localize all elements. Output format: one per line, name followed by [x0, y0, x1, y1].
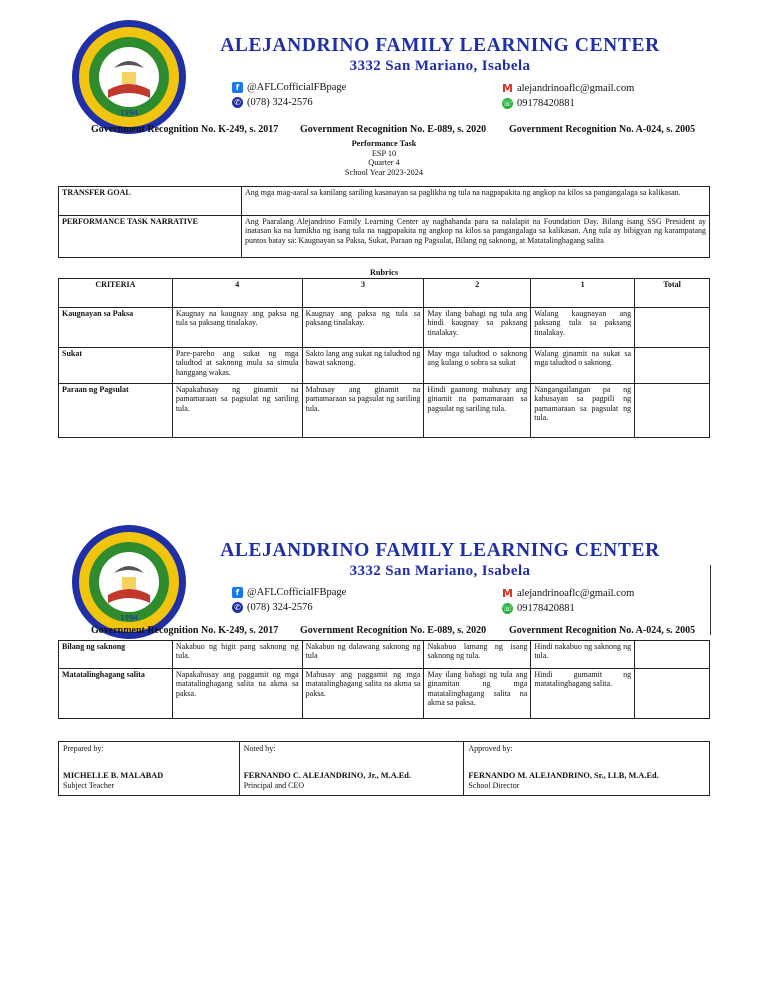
document-heading	[0, 139, 768, 177]
phone-number: (078) 324-2576	[247, 97, 313, 108]
doc-subject: ESP 10	[371, 148, 397, 158]
rubric-table	[58, 278, 710, 438]
facebook-contact[interactable]	[232, 587, 346, 598]
table-row	[59, 641, 710, 669]
recognition-k: Government Recognition No. K-249, s. 2017	[91, 124, 279, 135]
facebook-icon: f	[232, 82, 243, 93]
gmail-icon: M	[502, 587, 513, 600]
header-1: 1	[531, 279, 635, 308]
goal-row	[59, 187, 710, 216]
mobile-contact	[502, 98, 575, 109]
approved-by-label: Approved by:	[468, 744, 513, 753]
phone-icon: ✆	[232, 97, 243, 108]
prepared-by-role: Subject Teacher	[63, 781, 115, 790]
page-two	[0, 505, 768, 835]
facebook-handle: @AFLCofficialFBpage	[247, 587, 347, 598]
total-cell[interactable]	[635, 669, 710, 719]
prepared-by-cell	[59, 742, 240, 796]
score-2-cell: May ilang bahagi ng tula ang hindi kaugnay sa paksang tinalakay.	[424, 308, 531, 348]
noted-by-role: Principal and CEO	[243, 781, 305, 790]
rubric-header-row	[59, 279, 710, 308]
seal-year: 1994	[120, 614, 138, 622]
facebook-icon: f	[232, 587, 243, 598]
phone-contact	[232, 97, 313, 108]
recognition-a: Government Recognition No. A-024, s. 2005	[509, 124, 696, 135]
email-address: alejandrinoaflc@gmail.com	[517, 83, 635, 94]
table-row	[59, 348, 710, 384]
email-contact[interactable]	[502, 588, 634, 599]
goal-row	[59, 216, 710, 258]
school-name: ALEJANDRINO FAMILY LEARNING CENTER	[220, 35, 660, 56]
transfer-goal-label: TRANSFER GOAL	[59, 187, 242, 216]
signatories-table	[58, 741, 710, 796]
header-4: 4	[172, 279, 302, 308]
chat-icon: ☏	[502, 99, 513, 108]
prepared-by-label: Prepared by:	[63, 744, 104, 753]
mobile-contact	[502, 603, 575, 614]
recognition-a: Government Recognition No. A-024, s. 2005	[509, 625, 696, 636]
prepared-by-name: MICHELLE B. MALABAD	[63, 771, 164, 780]
email-address: alejandrinoaflc@gmail.com	[517, 588, 635, 599]
criteria-cell: Kaugnayan sa Paksa	[59, 308, 173, 348]
total-cell[interactable]	[635, 384, 710, 438]
school-seal-logo	[70, 523, 188, 641]
email-contact[interactable]	[502, 83, 634, 94]
score-3-cell: Kaugnay ang paksa ng tula sa paksang tinalakay.	[302, 308, 424, 348]
score-2-cell: Hindi gaanong mahusay ang ginamit na pamamaraan sa pagsulat ng sariling tula.	[424, 384, 531, 438]
score-4-cell: Nakabuo ng higit pang saknong ng tula.	[172, 641, 302, 669]
header-2: 2	[424, 279, 531, 308]
score-3-cell: Mahusay ang paggamit ng mga matatalinghagang salita na akma sa paksa.	[302, 669, 424, 719]
score-1-cell: Nangangailangan pa ng kahusayan sa pagpili ng pamamaraan sa pagsulat ng tula.	[531, 384, 635, 438]
phone-contact	[232, 602, 313, 613]
header-3: 3	[302, 279, 424, 308]
phone-number: (078) 324-2576	[247, 602, 313, 613]
page-one	[0, 0, 768, 480]
total-cell[interactable]	[635, 348, 710, 384]
score-4-cell: Kaugnay na kaugnay ang paksa ng tula sa paksang tinalakay.	[172, 308, 302, 348]
mobile-number: 09178420881	[517, 98, 575, 109]
recognition-e: Government Recognition No. E-089, s. 2020	[300, 625, 487, 636]
school-seal-logo	[70, 18, 188, 136]
table-row	[59, 669, 710, 719]
recognition-k: Government Recognition No. K-249, s. 2017	[91, 625, 279, 636]
rubrics-title: Rubrics	[369, 268, 399, 277]
goals-table	[58, 186, 710, 258]
facebook-handle: @AFLCofficialFBpage	[247, 82, 347, 93]
score-3-cell: Sakto lang ang sukat ng taludtod ng bawat saknong.	[302, 348, 424, 384]
score-2-cell: May ilang bahagi ng tula ang ginamitan ng mga matatalinghagang salita na akma sa paksa.	[424, 669, 531, 719]
school-address: 3332 San Mariano, Isabela	[349, 563, 531, 579]
criteria-cell: Matatalinghagang salita	[59, 669, 173, 719]
score-3-cell: Nakabuo ng dalawang saknong ng tula	[302, 641, 424, 669]
gmail-icon: M	[502, 82, 513, 95]
approved-by-role: School Director	[468, 781, 520, 790]
score-1-cell: Hindi nakabuo ng saknong ng tula.	[531, 641, 635, 669]
score-1-cell: Walang kaugnayan ang paksang tula sa paksang tinalakay.	[531, 308, 635, 348]
doc-school-year: School Year 2023-2024	[344, 167, 424, 177]
score-4-cell: Napakahusay ng ginamit na pamamaraan sa pagsulat ng sariling tula.	[172, 384, 302, 438]
approved-by-name: FERNANDO M. ALEJANDRINO, Sr., LLB, M.A.Ed.	[468, 771, 659, 780]
seal-year: 1994	[120, 109, 138, 117]
transfer-goal-text: Ang mga mag-aaral sa kanilang sariling kasanayan sa paglikha ng tula na nagpapakita ng angkop na kilos sa pangangalaga sa kalikasan.	[242, 187, 710, 216]
score-4-cell: Napakahusay ang paggamit ng mga matatalinghagang salita na akma sa paksa.	[172, 669, 302, 719]
facebook-contact[interactable]	[232, 82, 346, 93]
noted-by-label: Noted by:	[243, 744, 276, 753]
criteria-cell: Sukat	[59, 348, 173, 384]
total-cell[interactable]	[635, 641, 710, 669]
doc-quarter: Quarter 4	[368, 158, 400, 168]
mobile-number: 09178420881	[517, 603, 575, 614]
school-name: ALEJANDRINO FAMILY LEARNING CENTER	[220, 540, 660, 561]
signatories-row	[59, 742, 710, 796]
score-3-cell: Mahusay ang ginamit na pamamaraan sa pagsulat ng sariling tula.	[302, 384, 424, 438]
school-address: 3332 San Mariano, Isabela	[349, 58, 531, 74]
chat-icon: ☏	[502, 604, 513, 613]
criteria-cell: Paraan ng Pagsulat	[59, 384, 173, 438]
score-2-cell: May mga taludtod o saknong ang kulang o sobra sa sukat	[424, 348, 531, 384]
recognition-e: Government Recognition No. E-089, s. 2020	[300, 124, 487, 135]
total-cell[interactable]	[635, 308, 710, 348]
phone-icon: ✆	[232, 602, 243, 613]
score-4-cell: Pare-pareho ang sukat ng mga taludtod at saknong mula sa simula hanggang wakas.	[172, 348, 302, 384]
narrative-text: Ang Paaralang Alejandrino Family Learning Center ay naghahanda para sa nalalapit na Foundation Day. Bilang isang SSG President ay inatasan ka na lumikha ng isang tula na nagpapakita ng angkop na kilos sa pangangalaga sa kalikasan. Ang tula ay bibigyan ng karampatang puntos batay sa: Kaugnayan sa Paksa, Sukat, Paraan ng Pagsulat, Bilang ng saknong, at Matatalinghagang salita	[242, 216, 710, 258]
score-2-cell: Nakabuo lamang ng isang saknong ng tula.	[424, 641, 531, 669]
header-total: Total	[635, 279, 710, 308]
approved-by-cell	[464, 742, 710, 796]
table-row	[59, 308, 710, 348]
header-criteria: CRITERIA	[59, 279, 173, 308]
rubric-table-continued	[58, 640, 710, 719]
page-edge-line	[710, 565, 711, 635]
criteria-cell: Bilang ng saknong	[59, 641, 173, 669]
noted-by-cell	[239, 742, 464, 796]
narrative-label: PERFORMANCE TASK NARRATIVE	[59, 216, 242, 258]
doc-title: Performance Task	[351, 139, 417, 148]
table-row	[59, 384, 710, 438]
score-1-cell: Walang ginamit na sukat sa mga taludtod o saknong.	[531, 348, 635, 384]
score-1-cell: Hindi gumamit ng matatalinghagang salita.	[531, 669, 635, 719]
noted-by-name: FERNANDO C. ALEJANDRINO, Jr., M.A.Ed.	[243, 771, 411, 780]
